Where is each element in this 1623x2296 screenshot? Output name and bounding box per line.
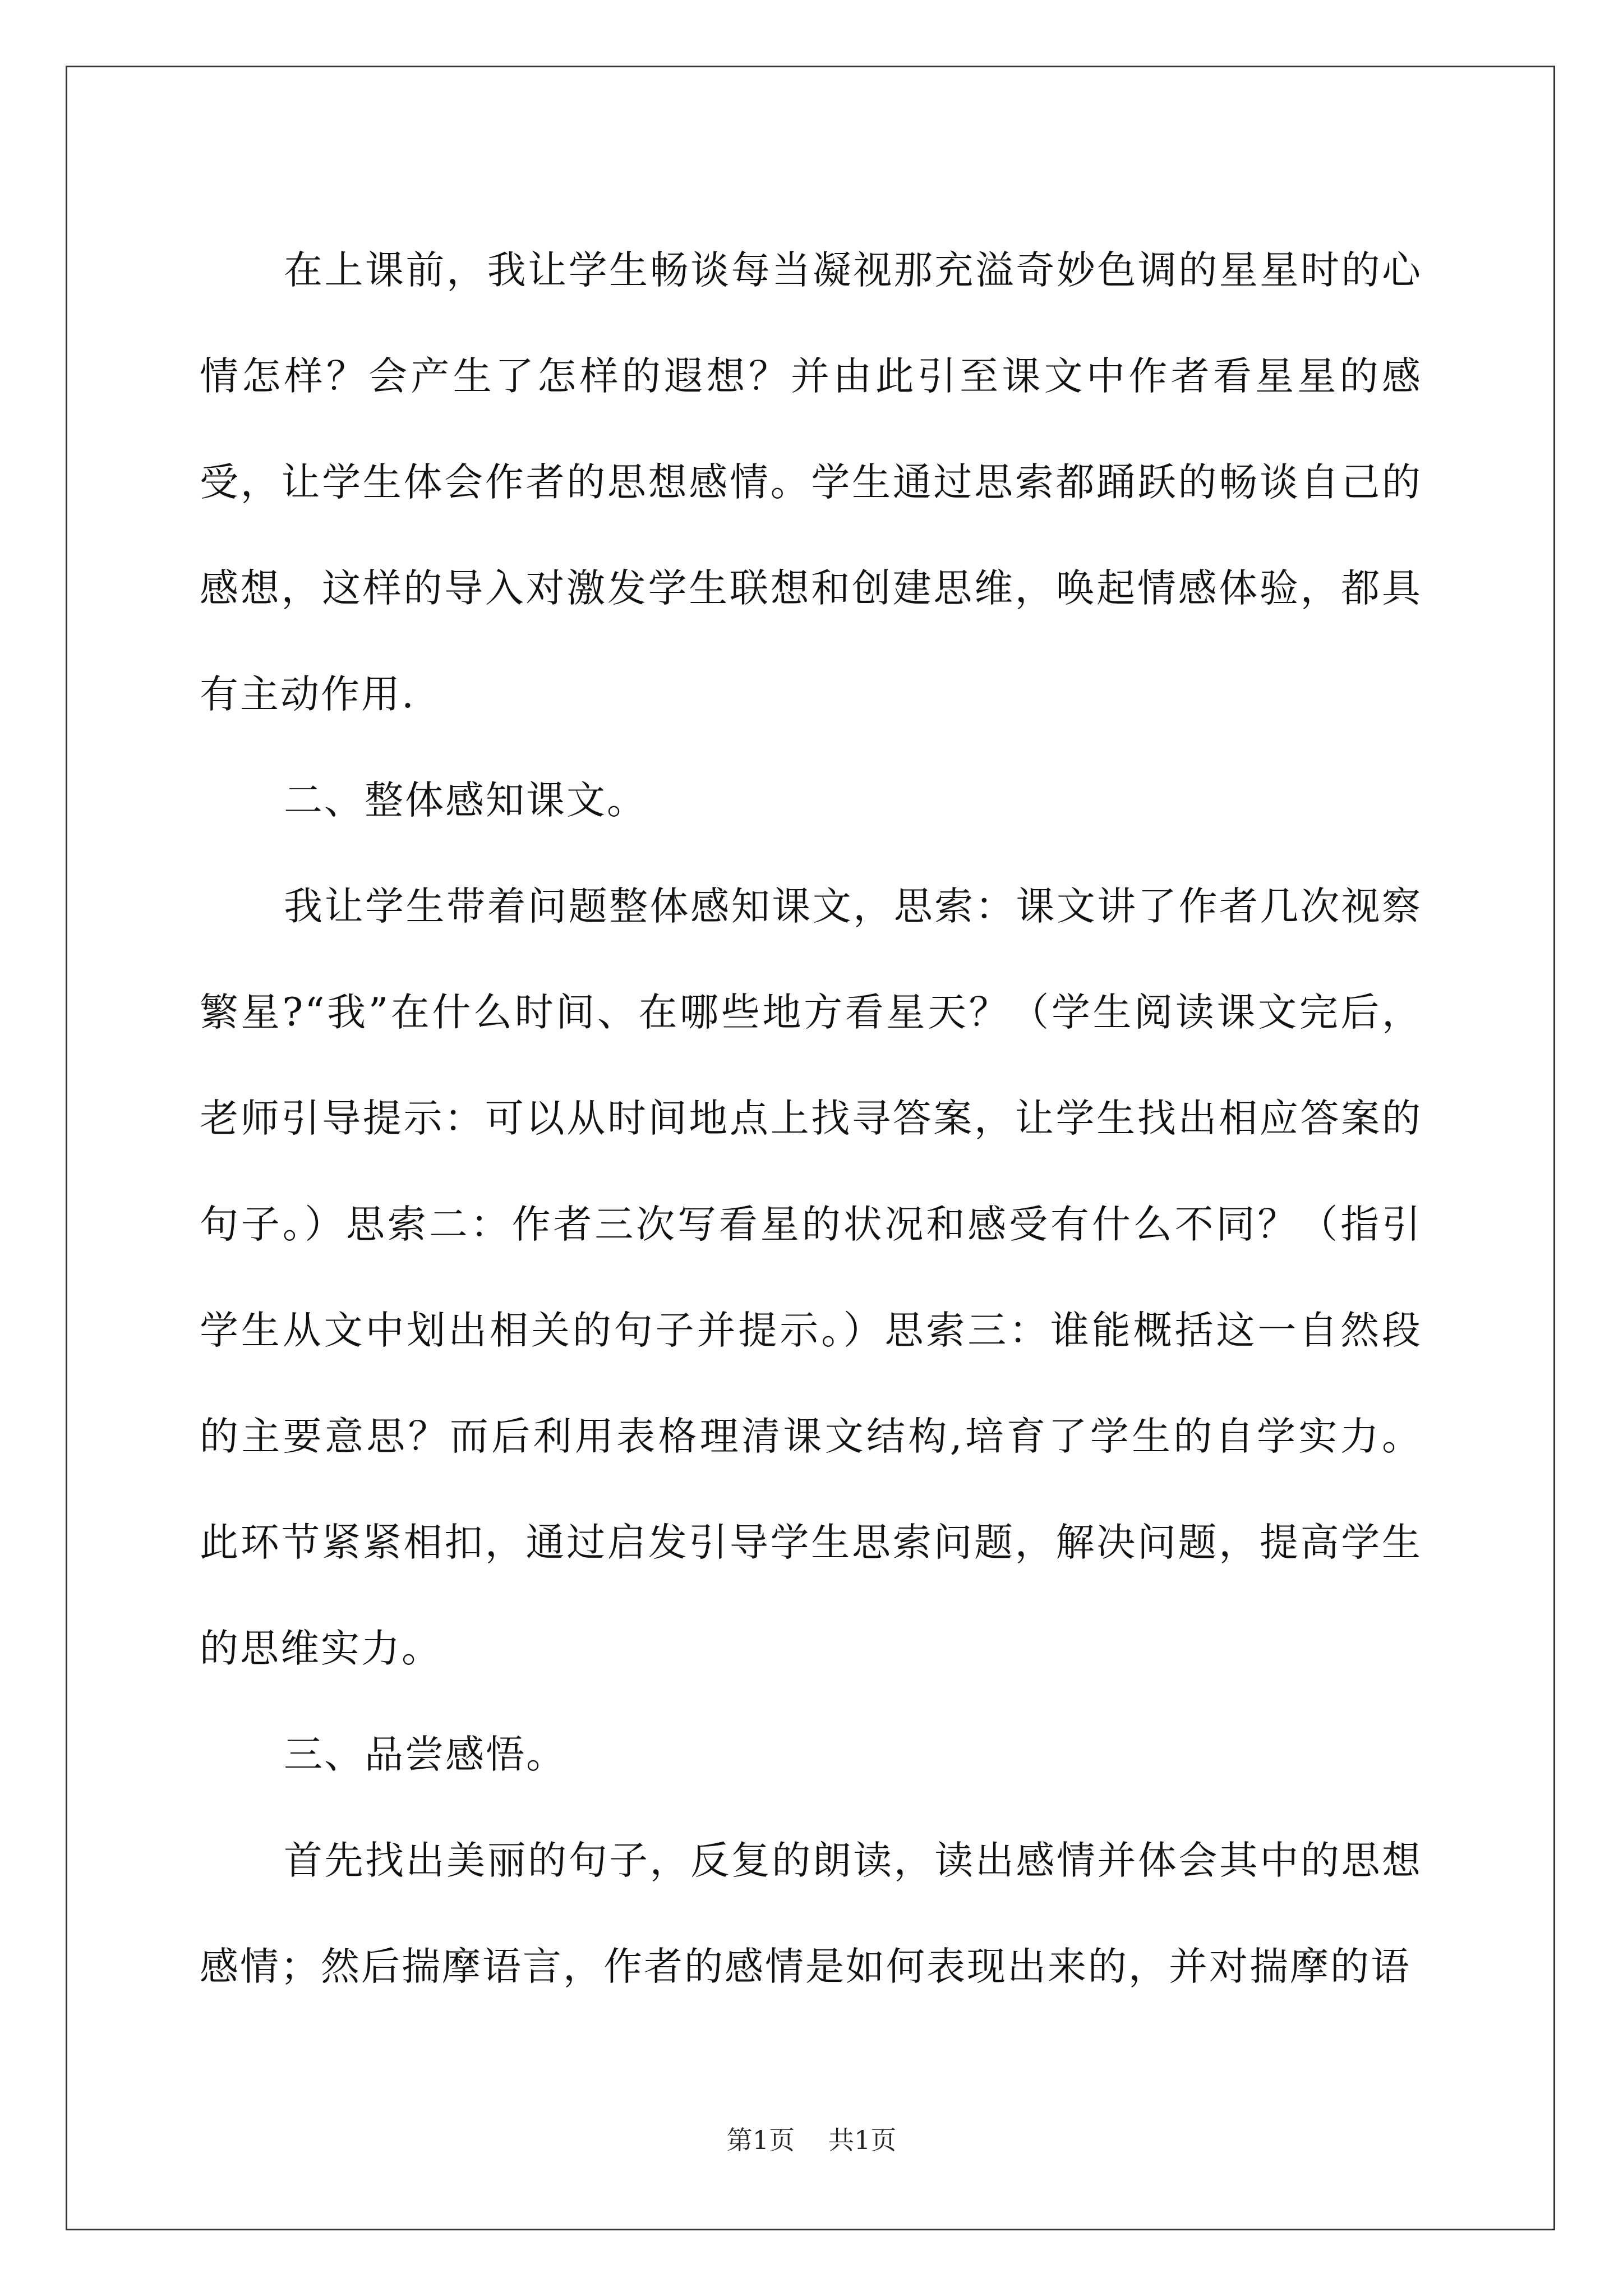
paragraph-intro: 在上课前，我让学生畅谈每当凝视那充溢奇妙色调的星星时的心情怎样？会产生了怎样的遐想？并由此引至课文中作者看星星的感受，让学生体会作者的思想感情。学生通过思索都踊跃的畅谈自己的感想，这样的导入对激发学生联想和创建思维，唤起情感体验，都具有主动作用. [200, 248, 1422, 717]
page-number: 第1页 [726, 2125, 795, 2155]
page-footer [0, 2123, 1623, 2157]
paragraph-appreciation: 首先找出美丽的句子，反复的朗读，读出感情并体会其中的思想感情；然后揣摩语言，作者的感情是如何表现出来的，并对揣摩的语 [200, 1838, 1422, 1989]
document-body [200, 218, 1422, 2020]
section-heading-3: 三、品尝感悟。 [284, 1732, 566, 1777]
page-total: 共1页 [828, 2125, 897, 2155]
section-heading-2: 二、整体感知课文。 [284, 778, 647, 823]
paragraph-overview: 我让学生带着问题整体感知课文，思索：课文讲了作者几次视察繁星?“我”在什么时间、在哪些地方看星天？（学生阅读课文完后，老师引导提示：可以从时间地点上找寻答案，让学生找出相应答案的句子。）思索二：作者三次写看星的状况和感受有什么不同？（指引学生从文中划出相关的句子并提示。）思索三：谁能概括这一自然段的主要意思？而后利用表格理清课文结构,培育了学生的自学实力。此环节紧紧相扣，通过启发引导学生思索问题，解决问题，提高学生的思维实力。 [200, 884, 1422, 1671]
